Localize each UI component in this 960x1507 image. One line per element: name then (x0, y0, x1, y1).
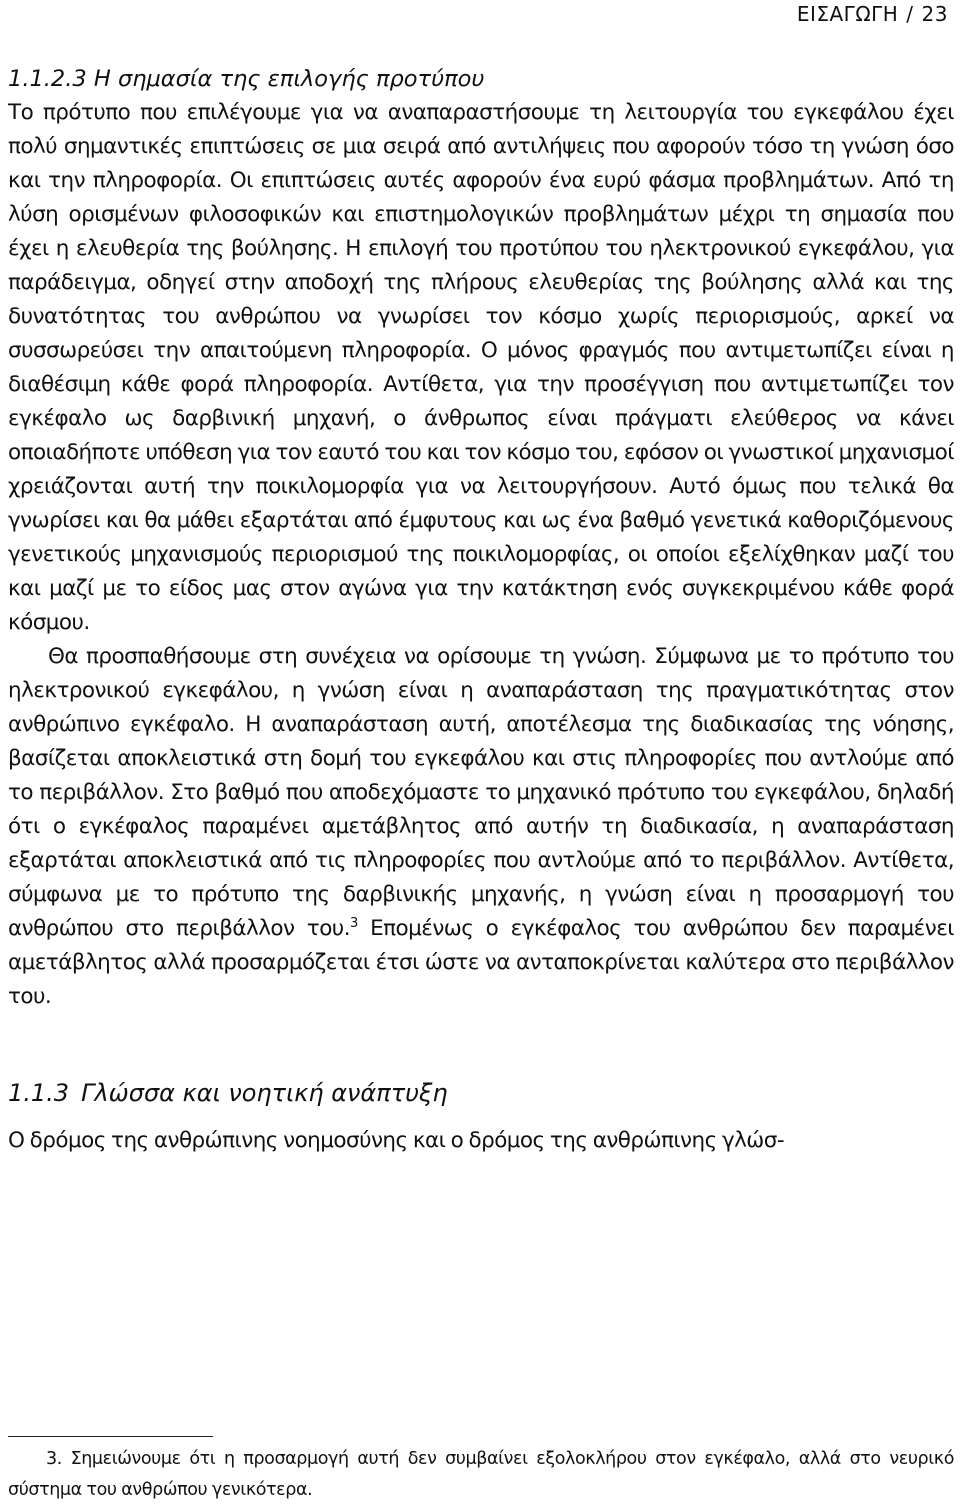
running-head (797, 2, 948, 26)
paragraph-language-development: Ο δρόμος της ανθρώπινης νοημοσύνης και ο δρόμος της ανθρώπινης γλώσ- (8, 1128, 785, 1153)
section-title: Γλώσσα και νοητική ανάπτυξη (81, 1079, 448, 1107)
running-head-chapter: ΕΙΣΑΓΩΓΗ (796, 2, 899, 26)
body-text (8, 62, 954, 1158)
paragraph-definition-text: Θα προσπαθήσουμε στη συνέχεια να ορίσουμε τη γνώση. Σύμφωνα με το πρότυπο του ηλεκτρονικού εγκεφάλου, η γνώση είναι η αναπαράσταση της πραγματικότητας στον ανθρώπινο εγκέφαλο. Η αναπαράσταση αυτή, αποτέλεσμα της διαδικασίας της νόησης, βασίζεται αποκλειστικά στη δομή του εγκεφάλου και στις πληροφορίες που αντλούμε από το περιβάλλον. Στο βαθμό που αποδεχόμαστε το μηχανικό πρότυπο του εγκεφάλου, δηλαδή ότι ο εγκέφαλος παραμένει αμετάβλητος από αυτήν τη διαδικασία, η αναπαράσταση εξαρτάται αποκλειστικά από τις πληροφορίες που αντλούμε από το περιβάλλον. Αντίθετα, σύμφωνα με το πρότυπο της δαρβινικής μηχανής, η γνώση είναι η προσαρμογή του ανθρώπου στο περιβάλλον του. (8, 644, 954, 941)
footnote-marker: 3. (46, 1449, 62, 1469)
section-number: 1.1.3 (8, 1079, 70, 1107)
paragraph-choice-of-model: Το πρότυπο που επιλέγουμε για να αναπαραστήσουμε τη λειτουργία του εγκεφάλου έχει πολύ σημαντικές επιπτώσεις σε μια σειρά από αντιλήψεις που αφορούν τόσο τη γνώση όσο και την πληροφορία. Οι επιπτώσεις αυτές αφορούν ένα ευρύ φάσμα προβλημάτων. Από τη λύση ορισμένων φιλοσοφικών και επιστημολογικών προβλημάτων μέχρι τη σημασία που έχει η ελευθερία της βούλησης. Η επιλογή του προτύπου του ηλεκτρονικού εγκεφάλου, για παράδειγμα, οδηγεί στην αποδοχή της πλήρους ελευθερίας της βούλησης αλλά και της δυνατότητας του ανθρώπου να γνωρίσει τον κόσμο χωρίς περιορισμούς, αρκεί να συσσωρεύσει την απαιτούμενη πληροφορία. Ο μόνος φραγμός που αντιμετωπίζει είναι η διαθέσιμη κάθε φορά πληροφορία. Αντίθετα, για την προσέγγιση που αντιμετωπίζει τον εγκέφαλο ως δαρβινική μηχανή, ο άνθρωπος είναι πράγματι ελεύθερος να κάνει οποιαδήποτε υπόθεση για τον εαυτό του και τον κόσμο του, εφόσον οι γνωστικοί μηχανισμοί χρειάζονται αυτή την ποικιλομορφία για να λειτουργήσουν. Αυτό όμως που τελικά θα γνωρίσει και θα μάθει εξαρτάται από έμφυτους και ως ένα βαθμό γενετικά καθοριζόμενους γενετικούς μηχανισμούς περιορισμού της ποικιλομορφίας, οι οποίοι εξελίχθηκαν μαζί του και μαζί με το είδος μας στον αγώνα για την κατάκτηση ενός συγκεκριμένου κάθε φορά κόσμου. (8, 100, 954, 635)
subsection-heading-1-1-2-3: 1.1.2.3 Η σημασία της επιλογής προτύπου (8, 66, 485, 92)
paragraph-definition-tail: Επομένως ο εγκέφαλος του ανθρώπου δεν παραμένει αμετάβλητος αλλά προσαρμόζεται έτσι ώστε να ανταποκρίνεται καλύτερα στο περιβάλλον του. (8, 916, 955, 1009)
footnote-divider (8, 1436, 213, 1437)
page-number: 23 (921, 2, 948, 26)
running-head-separator: / (906, 2, 914, 26)
paragraph-definition-of-knowledge (8, 640, 954, 1014)
footnote-reference[interactable]: 3 (349, 915, 358, 931)
book-page (8, 0, 954, 1507)
footnote-text: Σημειώνουμε ότι η προσαρμογή αυτή δεν συμβαίνει εξολοκλήρου στον εγκέφαλο, αλλά στο νευρικό σύστημα του ανθρώπου γενικότερα. (8, 1449, 954, 1500)
footnote (8, 1444, 954, 1506)
section-heading-1-1-3 (8, 1076, 954, 1110)
